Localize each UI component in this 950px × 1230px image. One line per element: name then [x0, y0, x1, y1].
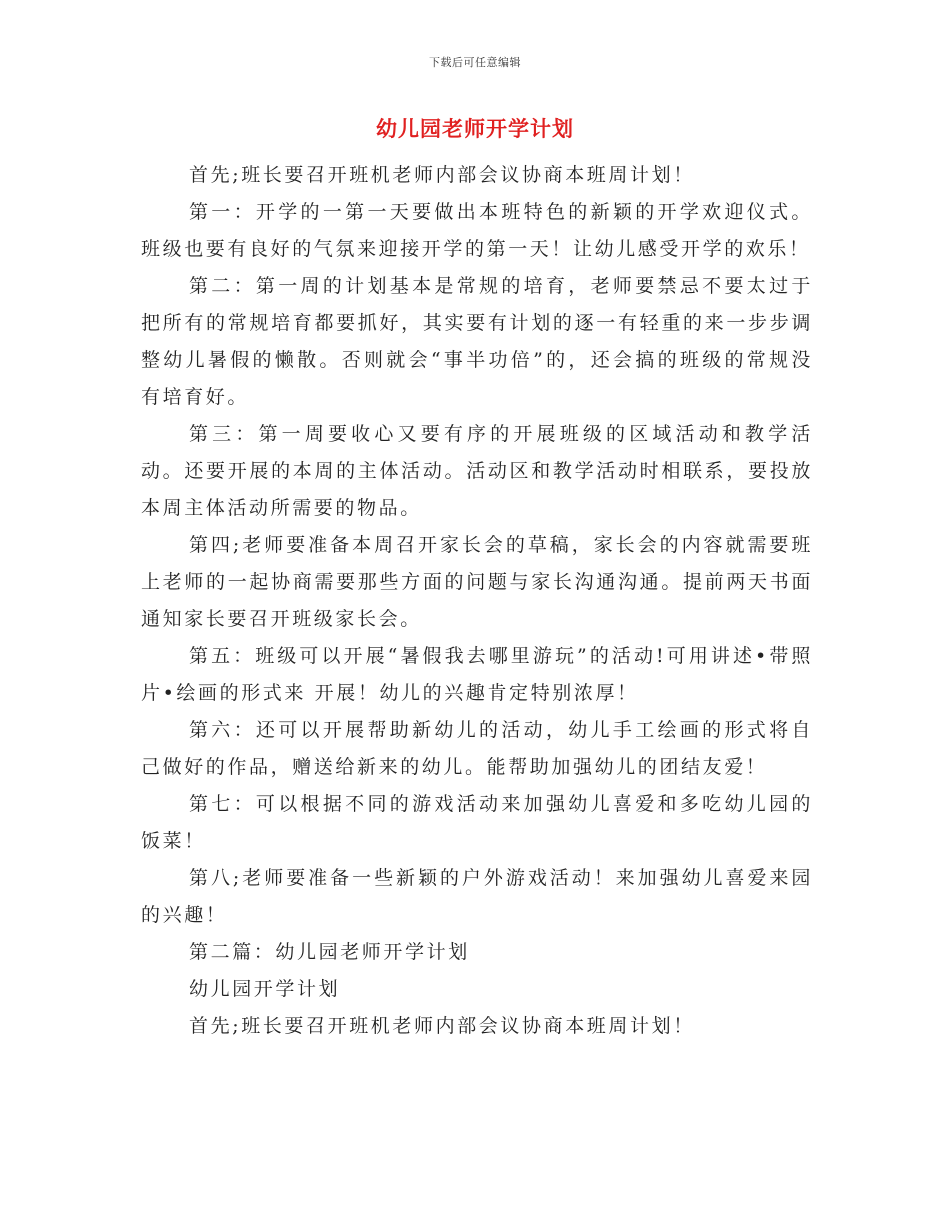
section-heading-part-2: 第二篇：幼儿园老师开学计划: [189, 941, 470, 963]
paragraph-step-1: 第一：开学的一第一天要做出本班特色的新颖的开学欢迎仪式。班级也要有良好的气氛来迎接开学的第一天！让幼儿感受开学的欢乐！: [141, 201, 813, 260]
document-body: [141, 157, 813, 1045]
paragraph-step-2: 第二：第一周的计划基本是常规的培育，老师要禁忌不要太过于把所有的常规培育都要抓好，其实要有计划的逐一有轻重的来一步步调整幼儿暑假的懒散。否则就会“事半功倍”的，还会搞的班级的常规没有培育好。: [141, 275, 813, 408]
document-title: 幼儿园老师开学计划: [376, 116, 574, 141]
paragraph-preface-repeat: 首先;班长要召开班机老师内部会议协商本班周计划！: [189, 1015, 695, 1037]
paragraph-step-3: 第三：第一周要收心又要有序的开展班级的区域活动和教学活动。还要开展的本周的主体活动。活动区和教学活动时相联系，要投放本周主体活动所需要的物品。: [141, 423, 813, 519]
paragraph-step-4: 第四;老师要准备本周召开家长会的草稿，家长会的内容就需要班上老师的一起协商需要那些方面的问题与家长沟通沟通。提前两天书面通知家长要召开班级家长会。: [141, 534, 813, 630]
paragraph-step-5: 第五：班级可以开展“暑假我去哪里游玩”的活动!可用讲述•带照片•绘画的形式来 开展！幼儿的兴趣肯定特别浓厚！: [141, 645, 813, 704]
paragraph-step-6: 第六：还可以开展帮助新幼儿的活动，幼儿手工绘画的形式将自己做好的作品，赠送给新来的幼儿。能帮助加强幼儿的团结友爱！: [141, 719, 813, 778]
paragraph-step-8: 第八;老师要准备一些新颖的户外游戏活动！来加强幼儿喜爱来园的兴趣！: [141, 867, 813, 926]
paragraph-step-7: 第七：可以根据不同的游戏活动来加强幼儿喜爱和多吃幼儿园的饭菜！: [141, 793, 813, 852]
header-note: 下载后可任意编辑: [429, 56, 521, 69]
subsection-heading: 幼儿园开学计划: [189, 978, 341, 1000]
paragraph-preface: 首先;班长要召开班机老师内部会议协商本班周计划！: [189, 164, 695, 186]
